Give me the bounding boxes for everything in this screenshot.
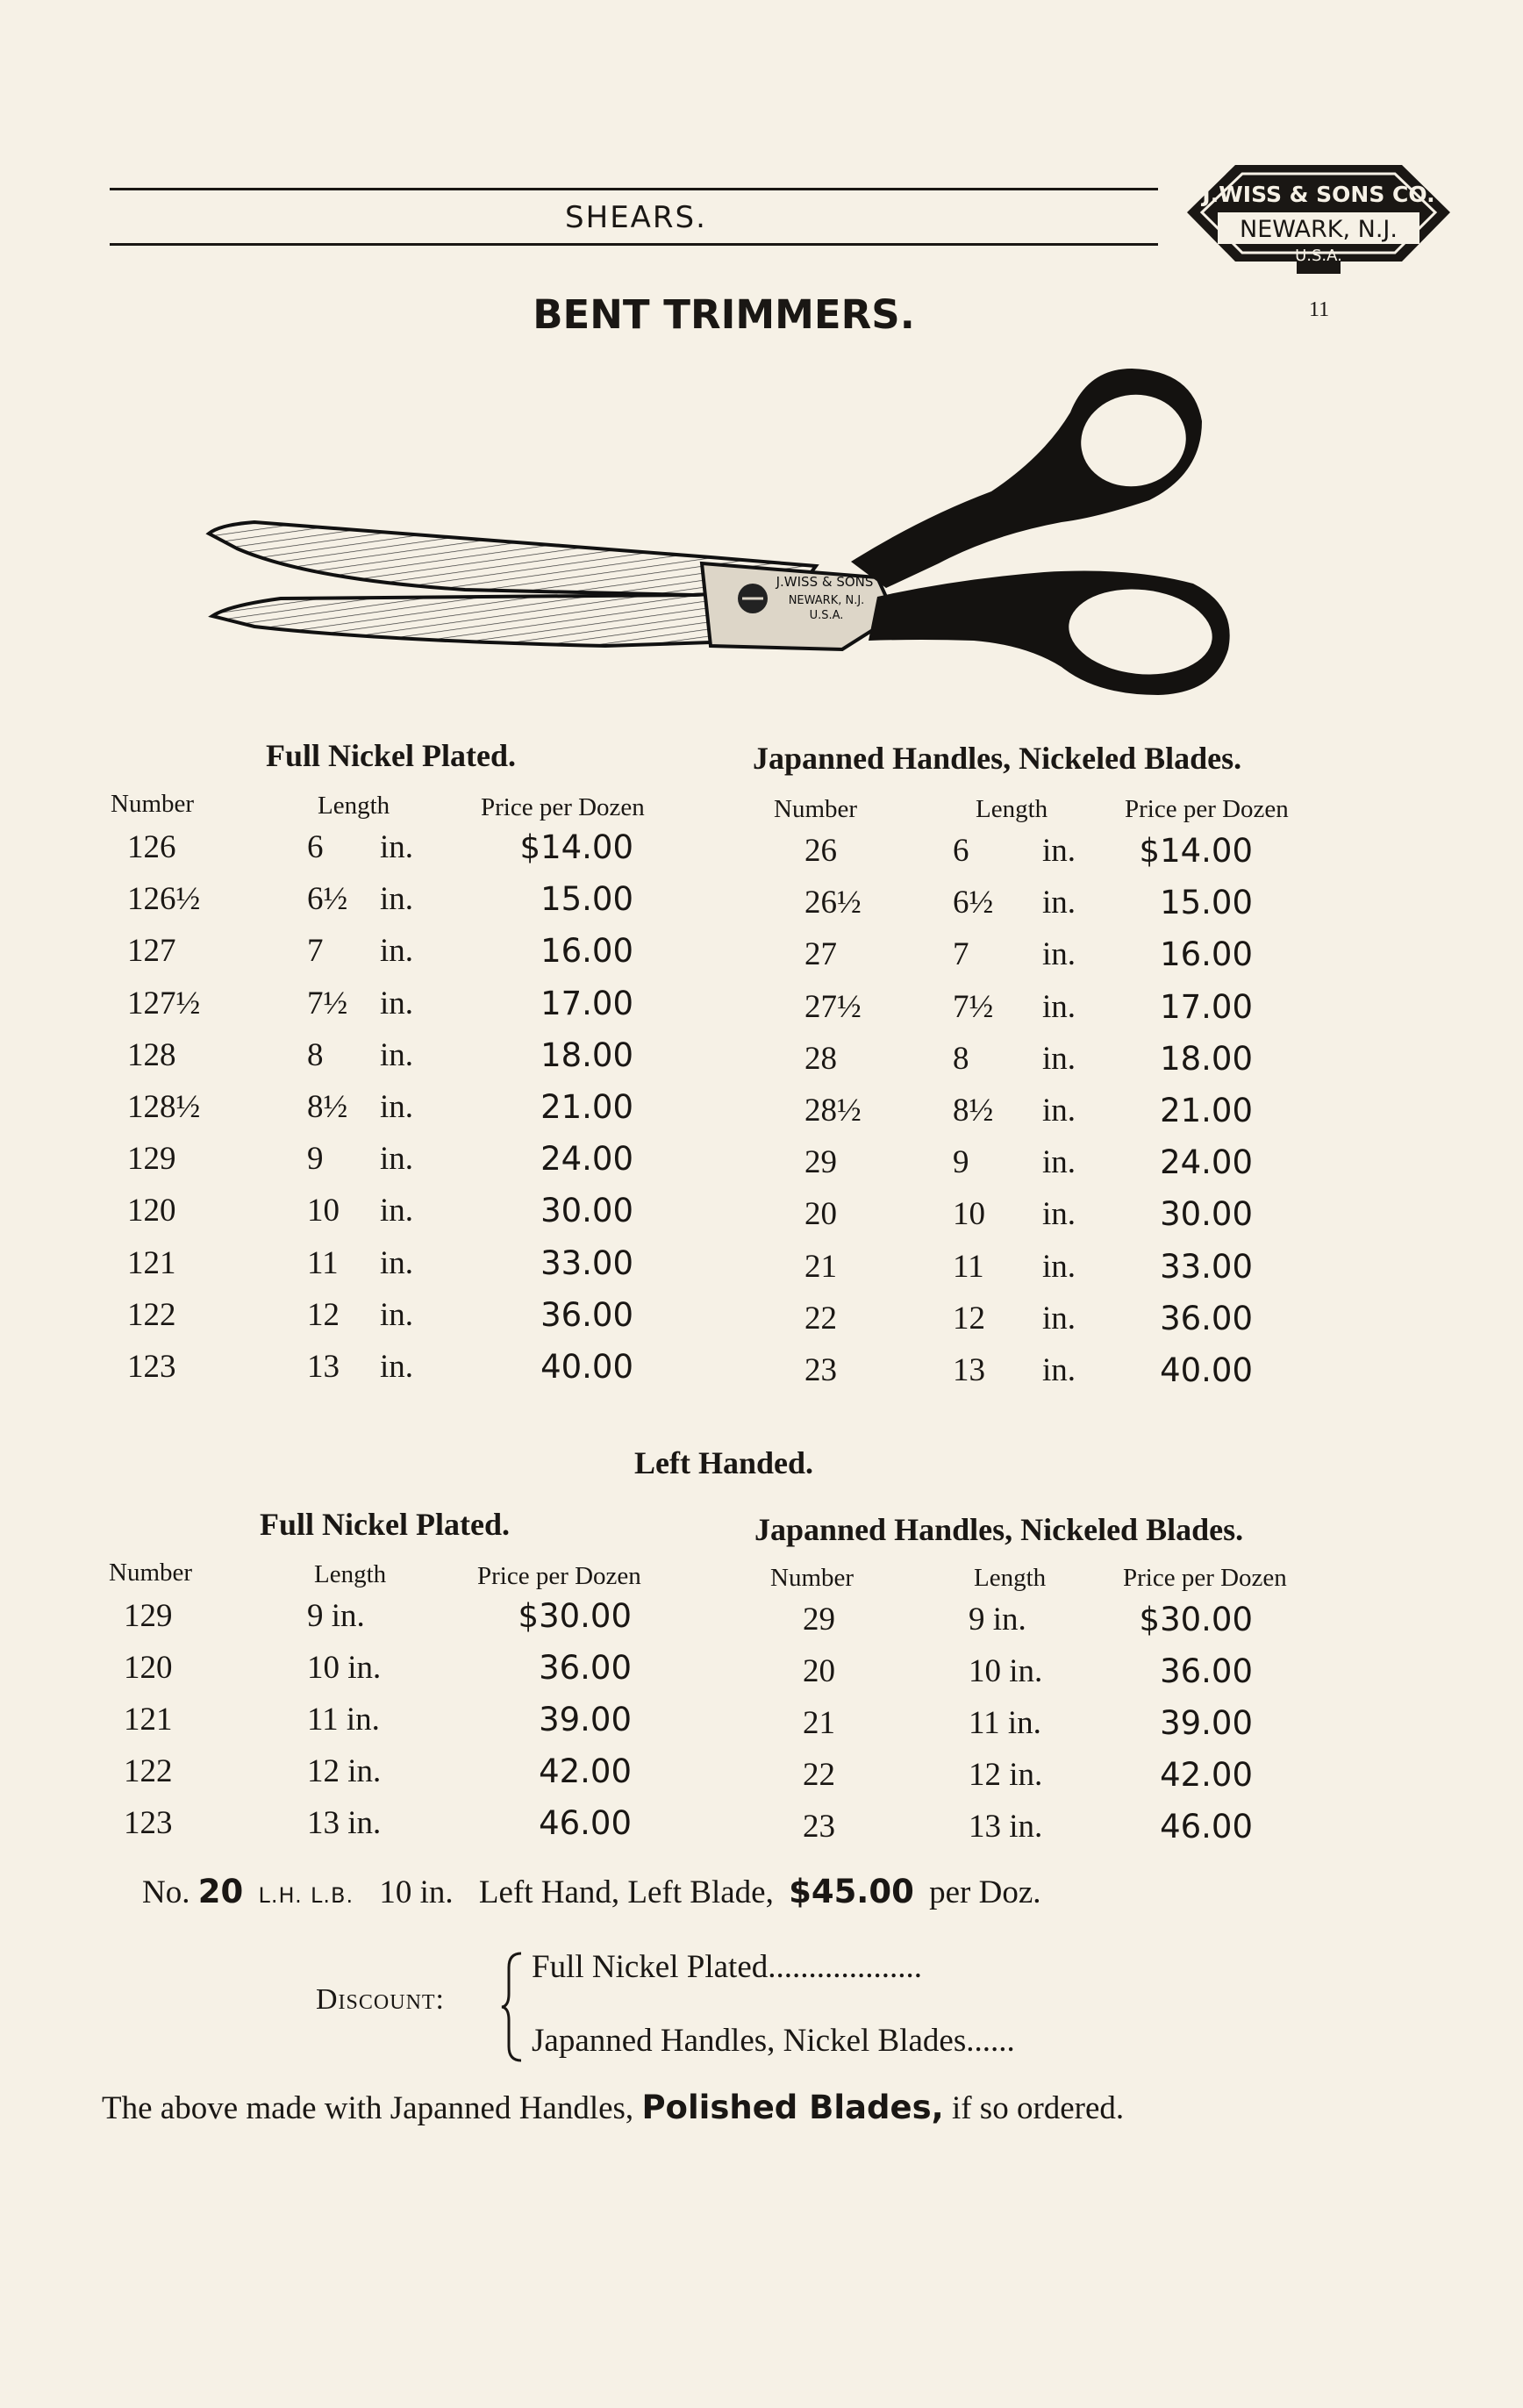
item-price: 36.00	[1160, 1652, 1253, 1690]
item-number: 127½	[127, 985, 201, 1021]
footer-note	[102, 2089, 1124, 2127]
item-number: 121	[127, 1245, 176, 1281]
item-number: 122	[127, 1297, 176, 1333]
brace-icon	[500, 1950, 525, 2064]
note-unit: per Doz.	[929, 1874, 1041, 1910]
col-head-length: Length	[314, 1560, 387, 1588]
item-number: 21	[804, 1249, 837, 1285]
item-length: 12	[953, 1301, 985, 1337]
item-length: 12 in.	[969, 1757, 1043, 1793]
col-head-number: Number	[109, 1559, 193, 1587]
item-length: 13 in.	[307, 1805, 382, 1841]
page-number: 11	[1309, 298, 1330, 321]
item-length: 7	[953, 936, 969, 972]
item-length: 11	[953, 1249, 984, 1285]
item-length-unit: in.	[380, 1037, 414, 1073]
item-length-unit: in.	[1042, 1144, 1076, 1180]
note-desc: Left Hand, Left Blade,	[478, 1874, 774, 1910]
item-length: 10	[307, 1193, 340, 1229]
company-logo	[1183, 149, 1455, 281]
shears-stamp-line1: J.WISS & SONS	[776, 574, 874, 590]
discount-line-japanned: Japanned Handles, Nickel Blades......	[532, 2023, 1015, 2059]
item-length-unit: in.	[380, 881, 414, 917]
item-length: 10	[953, 1196, 985, 1232]
item-price: 39.00	[539, 1701, 632, 1738]
item-number: 127	[127, 933, 176, 969]
item-length-unit: in.	[1042, 1249, 1076, 1285]
item-number: 21	[803, 1705, 835, 1741]
item-price: 16.00	[1160, 935, 1253, 973]
item-length-unit: in.	[380, 1193, 414, 1229]
lh-left-heading: Full Nickel Plated.	[260, 1507, 510, 1542]
col-head-price: Price per Dozen	[1125, 795, 1289, 823]
item-length-unit: in.	[1042, 1301, 1076, 1337]
shears-stamp-line2: NEWARK, N.J.	[788, 594, 865, 607]
item-price: 42.00	[1160, 1756, 1253, 1794]
discount-line-nickel: Full Nickel Plated...................	[532, 1949, 922, 1985]
item-price: 36.00	[540, 1296, 633, 1334]
item-price: 24.00	[540, 1140, 633, 1178]
item-length: 11 in.	[969, 1705, 1041, 1741]
footer-part1: The above made with Japanned Handles,	[102, 2090, 634, 2126]
discount-label: Discount:	[316, 1983, 446, 2016]
item-length: 8½	[953, 1093, 994, 1129]
item-number: 120	[127, 1193, 176, 1229]
item-price: 15.00	[1160, 884, 1253, 921]
item-length: 8	[307, 1037, 324, 1073]
item-number: 22	[803, 1757, 835, 1793]
logo-line3: U.S.A.	[1295, 247, 1342, 265]
logo-line2: NEWARK, N.J.	[1240, 216, 1398, 243]
item-length: 6½	[953, 885, 994, 921]
item-length: 9	[953, 1144, 969, 1180]
item-number: 129	[127, 1141, 176, 1177]
item-price: 46.00	[539, 1804, 632, 1842]
item-number: 20	[804, 1196, 837, 1232]
item-length: 6	[953, 833, 969, 869]
item-length: 8	[953, 1041, 969, 1077]
item-number: 120	[124, 1650, 173, 1686]
shears-stamp-line3: U.S.A.	[809, 609, 844, 622]
item-length-unit: in.	[1042, 936, 1076, 972]
item-price: $30.00	[1139, 1601, 1253, 1638]
item-number: 123	[124, 1805, 173, 1841]
item-number: 123	[127, 1349, 176, 1385]
item-number: 126	[127, 829, 176, 865]
item-number: 26½	[804, 885, 862, 921]
item-price: 36.00	[1160, 1300, 1253, 1337]
item-length: 13	[307, 1349, 340, 1385]
col-head-length: Length	[976, 795, 1048, 823]
special-note	[142, 1873, 1041, 1911]
item-number: 22	[804, 1301, 837, 1337]
main-right-heading: Japanned Handles, Nickeled Blades.	[753, 741, 1242, 776]
note-lh: L.H.	[258, 1883, 303, 1908]
item-number: 29	[804, 1144, 837, 1180]
item-price: 18.00	[540, 1036, 633, 1074]
item-length: 13 in.	[969, 1809, 1043, 1845]
item-number: 122	[124, 1753, 173, 1789]
item-length: 12 in.	[307, 1753, 382, 1789]
note-lb: L.B.	[311, 1883, 354, 1908]
item-length: 8½	[307, 1089, 348, 1125]
item-length: 13	[953, 1352, 985, 1388]
item-number: 27½	[804, 989, 862, 1025]
section-title: SHEARS.	[565, 200, 707, 235]
col-head-length: Length	[974, 1564, 1047, 1592]
item-price: 30.00	[540, 1192, 633, 1229]
item-length-unit: in.	[1042, 989, 1076, 1025]
col-head-price: Price per Dozen	[481, 793, 645, 821]
col-head-number: Number	[770, 1564, 854, 1592]
col-head-number: Number	[774, 795, 858, 823]
item-length-unit: in.	[1042, 1352, 1076, 1388]
item-price: 21.00	[1160, 1092, 1253, 1129]
page-title: BENT TRIMMERS.	[533, 291, 915, 338]
item-length-unit: in.	[1042, 885, 1076, 921]
lh-right-heading: Japanned Handles, Nickeled Blades.	[754, 1512, 1244, 1547]
item-price: 46.00	[1160, 1808, 1253, 1845]
item-length: 10 in.	[307, 1650, 382, 1686]
item-length: 11 in.	[307, 1702, 380, 1738]
item-number: 128	[127, 1037, 176, 1073]
col-head-price: Price per Dozen	[477, 1562, 641, 1590]
item-price: 36.00	[539, 1649, 632, 1687]
item-price: 17.00	[540, 985, 633, 1022]
item-length: 12	[307, 1297, 340, 1333]
item-length-unit: in.	[1042, 1196, 1076, 1232]
item-price: 16.00	[540, 932, 633, 970]
item-number: 23	[803, 1809, 835, 1845]
item-length-unit: in.	[380, 1089, 414, 1125]
item-number: 128½	[127, 1089, 201, 1125]
item-price: $30.00	[518, 1597, 632, 1635]
item-length: 9	[307, 1141, 324, 1177]
item-number: 20	[803, 1653, 835, 1689]
item-length: 7	[307, 933, 324, 969]
item-number: 27	[804, 936, 837, 972]
item-number: 26	[804, 833, 837, 869]
note-number: 20	[197, 1873, 244, 1910]
item-length-unit: in.	[1042, 1041, 1076, 1077]
item-number: 29	[803, 1602, 835, 1638]
item-length: 7½	[307, 985, 348, 1021]
item-price: 17.00	[1160, 988, 1253, 1026]
col-head-length: Length	[318, 792, 390, 820]
item-price: 39.00	[1160, 1704, 1253, 1742]
item-price: 21.00	[540, 1088, 633, 1126]
logo-line1: J.WISS & SONS CO.	[1202, 182, 1435, 207]
item-length-unit: in.	[380, 829, 414, 865]
item-length-unit: in.	[1042, 1093, 1076, 1129]
item-price: 30.00	[1160, 1195, 1253, 1233]
item-price: 24.00	[1160, 1143, 1253, 1181]
item-number: 28½	[804, 1093, 862, 1129]
footer-bold: Polished Blades,	[641, 2089, 944, 2126]
item-length: 7½	[953, 989, 994, 1025]
footer-part2: if so ordered.	[951, 2090, 1125, 2126]
item-number: 129	[124, 1598, 173, 1634]
item-price: 40.00	[1160, 1351, 1253, 1389]
item-number: 121	[124, 1702, 173, 1738]
item-length-unit: in.	[380, 1349, 414, 1385]
item-number: 28	[804, 1041, 837, 1077]
item-length: 9 in.	[307, 1598, 365, 1634]
item-price: 15.00	[540, 880, 633, 918]
item-length-unit: in.	[1042, 833, 1076, 869]
main-left-heading: Full Nickel Plated.	[266, 738, 516, 773]
bent-trimmer-shears-illustration	[202, 360, 1255, 711]
item-length-unit: in.	[380, 1245, 414, 1281]
item-length: 10 in.	[969, 1653, 1043, 1689]
item-price: $14.00	[519, 828, 633, 866]
item-price: 33.00	[540, 1244, 633, 1282]
col-head-number: Number	[111, 790, 195, 818]
note-price: $45.00	[789, 1873, 914, 1910]
note-size: 10 in.	[379, 1874, 454, 1910]
item-price: $14.00	[1139, 832, 1253, 870]
left-handed-title: Left Handed.	[633, 1445, 813, 1480]
item-price: 42.00	[539, 1752, 632, 1790]
col-head-price: Price per Dozen	[1123, 1564, 1287, 1592]
item-number: 23	[804, 1352, 837, 1388]
header-rule-top	[110, 188, 1158, 190]
note-no: No.	[142, 1874, 190, 1910]
item-length: 9 in.	[969, 1602, 1026, 1638]
item-length-unit: in.	[380, 1297, 414, 1333]
item-length-unit: in.	[380, 933, 414, 969]
item-price: 33.00	[1160, 1248, 1253, 1286]
item-number: 126½	[127, 881, 201, 917]
item-length-unit: in.	[380, 1141, 414, 1177]
item-length: 6	[307, 829, 324, 865]
item-price: 40.00	[540, 1348, 633, 1386]
item-price: 18.00	[1160, 1040, 1253, 1078]
item-length-unit: in.	[380, 985, 414, 1021]
header-rule-bottom	[110, 243, 1158, 246]
item-length: 6½	[307, 881, 348, 917]
item-length: 11	[307, 1245, 339, 1281]
